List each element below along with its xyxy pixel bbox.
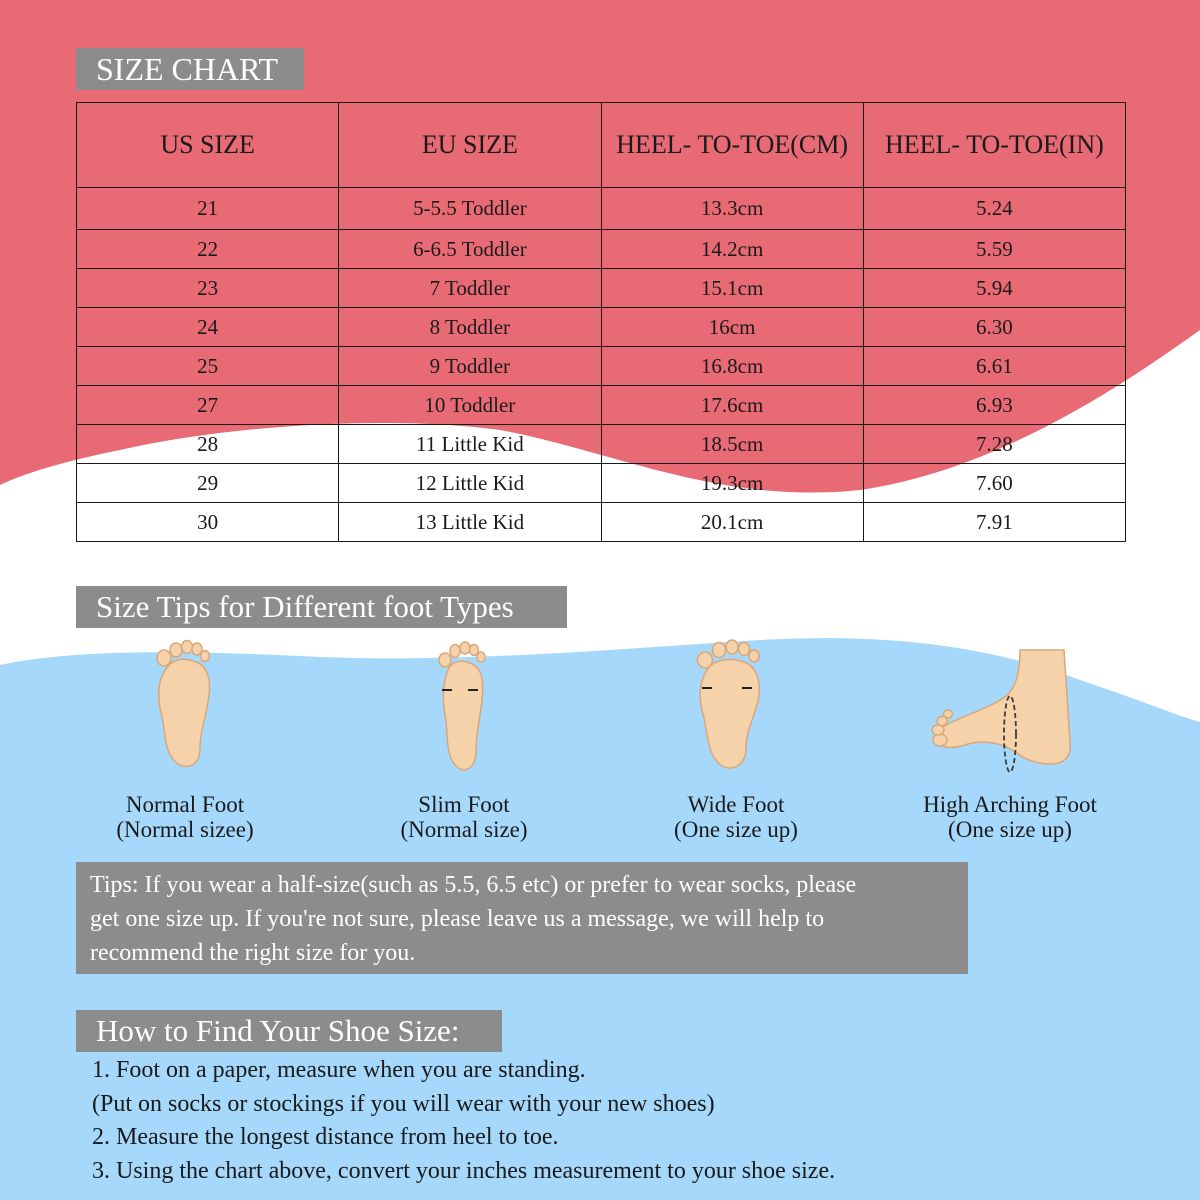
tips-line: get one size up. If you're not sure, please leave us a message, we will help to: [90, 906, 825, 932]
howto-steps: [92, 1054, 835, 1188]
us-size-cell: 30: [77, 503, 339, 542]
in-cell: 7.28: [863, 425, 1125, 464]
cm-cell: 19.3cm: [601, 464, 863, 503]
table-row: [77, 230, 1126, 269]
wide-foot-caption: [606, 792, 866, 842]
howto-step: (Put on socks or stockings if you will wear with your new shoes): [92, 1090, 715, 1117]
table-row: [77, 425, 1126, 464]
us-size-cell: 21: [77, 188, 339, 230]
cm-cell: 20.1cm: [601, 503, 863, 542]
wide-foot-icon: [692, 636, 768, 771]
cm-cell: 14.2cm: [601, 230, 863, 269]
us-size-cell: 29: [77, 464, 339, 503]
table-row: [77, 188, 1126, 230]
us-size-cell: 23: [77, 269, 339, 308]
eu-size-cell: 9 Toddler: [339, 347, 601, 386]
eu-size-cell: 7 Toddler: [339, 269, 601, 308]
eu-size-cell: 6-6.5 Toddler: [339, 230, 601, 269]
us-size-cell: 25: [77, 347, 339, 386]
foot-type-name: High Arching Foot: [923, 792, 1097, 817]
in-cell: 5.59: [863, 230, 1125, 269]
foot-type-note: (Normal sizee): [116, 817, 254, 842]
foot-type-name: Normal Foot: [125, 792, 245, 817]
header-us-size: US SIZE: [77, 103, 339, 188]
cm-cell: 13.3cm: [601, 188, 863, 230]
howto-title: How to Find Your Shoe Size:: [76, 1010, 502, 1052]
foot-types-title: Size Tips for Different foot Types: [76, 586, 567, 628]
in-cell: 6.30: [863, 308, 1125, 347]
eu-size-cell: 13 Little Kid: [339, 503, 601, 542]
tips-line: Tips: If you wear a half-size(such as 5.5, 6.5 etc) or prefer to wear socks, please: [90, 872, 857, 898]
in-cell: 7.60: [863, 464, 1125, 503]
in-cell: 5.94: [863, 269, 1125, 308]
us-size-cell: 24: [77, 308, 339, 347]
howto-step: 3. Using the chart above, convert your inches measurement to your shoe size.: [92, 1157, 836, 1184]
in-cell: 5.24: [863, 188, 1125, 230]
header-heel-toe-in: HEEL- TO-TOE(IN): [863, 103, 1125, 188]
in-cell: 6.61: [863, 347, 1125, 386]
eu-size-cell: 5-5.5 Toddler: [339, 188, 601, 230]
high-arch-foot-icon: [928, 642, 1078, 777]
normal-foot-icon: [150, 636, 220, 771]
slim-foot-icon: [432, 636, 492, 776]
size-chart-table: [76, 102, 1126, 542]
header-eu-size: EU SIZE: [339, 103, 601, 188]
table-row: [77, 386, 1126, 425]
cm-cell: 17.6cm: [601, 386, 863, 425]
table-row: [77, 464, 1126, 503]
eu-size-cell: 12 Little Kid: [339, 464, 601, 503]
foot-type-name: Wide Foot: [687, 792, 785, 817]
tips-box: [76, 862, 968, 974]
eu-size-cell: 8 Toddler: [339, 308, 601, 347]
eu-size-cell: 11 Little Kid: [339, 425, 601, 464]
table-header-row: [77, 103, 1126, 188]
header-heel-toe-cm: HEEL- TO-TOE(CM): [601, 103, 863, 188]
us-size-cell: 27: [77, 386, 339, 425]
cm-cell: 16.8cm: [601, 347, 863, 386]
howto-step: 1. Foot on a paper, measure when you are standing.: [92, 1057, 586, 1083]
slim-foot-caption: [334, 792, 594, 842]
foot-type-note: (One size up): [674, 817, 798, 842]
us-size-cell: 22: [77, 230, 339, 269]
size-chart-title: SIZE CHART: [76, 48, 304, 90]
cm-cell: 16cm: [601, 308, 863, 347]
foot-type-name: Slim Foot: [418, 792, 510, 817]
cm-cell: 15.1cm: [601, 269, 863, 308]
in-cell: 7.91: [863, 503, 1125, 542]
foot-type-note: (One size up): [948, 817, 1072, 842]
table-row: [77, 308, 1126, 347]
eu-size-cell: 10 Toddler: [339, 386, 601, 425]
in-cell: 6.93: [863, 386, 1125, 425]
foot-type-note: (Normal size): [400, 817, 528, 842]
us-size-cell: 28: [77, 425, 339, 464]
table-row: [77, 269, 1126, 308]
high-arch-foot-caption: [880, 792, 1140, 842]
howto-step: 2. Measure the longest distance from heel to toe.: [92, 1124, 559, 1150]
tips-line: recommend the right size for you.: [90, 940, 416, 966]
cm-cell: 18.5cm: [601, 425, 863, 464]
table-row: [77, 347, 1126, 386]
normal-foot-caption: [55, 792, 315, 842]
table-row: [77, 503, 1126, 542]
